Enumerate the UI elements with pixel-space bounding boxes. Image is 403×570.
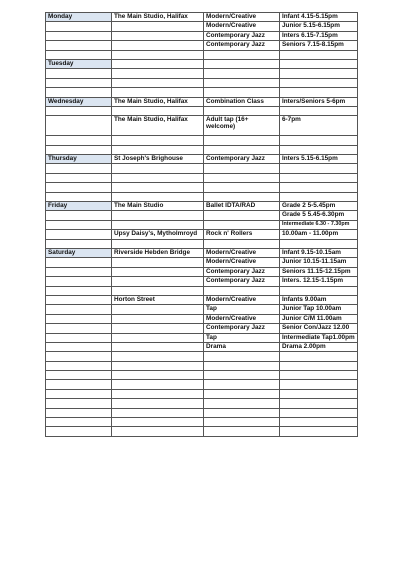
class-cell: Tap bbox=[204, 333, 280, 342]
table-row bbox=[46, 286, 358, 295]
time-cell: Junior Tap 10.00am bbox=[280, 305, 358, 314]
day-cell: Monday bbox=[46, 13, 112, 22]
venue-cell bbox=[112, 78, 204, 87]
time-cell bbox=[280, 286, 358, 295]
day-cell bbox=[46, 22, 112, 31]
table-row bbox=[46, 258, 358, 267]
day-cell bbox=[46, 31, 112, 40]
class-cell bbox=[204, 361, 280, 370]
time-cell: Junior C/M 11.00am bbox=[280, 314, 358, 323]
time-cell: Grade 5 5.45-6.30pm bbox=[280, 211, 358, 220]
class-cell bbox=[204, 352, 280, 361]
class-cell: Contemporary Jazz bbox=[204, 31, 280, 40]
time-cell bbox=[280, 427, 358, 436]
venue-cell bbox=[112, 164, 204, 173]
day-cell bbox=[46, 342, 112, 351]
time-cell: Drama 2.00pm bbox=[280, 342, 358, 351]
venue-cell bbox=[112, 220, 204, 229]
time-cell bbox=[280, 380, 358, 389]
day-cell bbox=[46, 295, 112, 304]
table-row bbox=[46, 106, 358, 115]
table-row bbox=[46, 371, 358, 380]
day-cell bbox=[46, 192, 112, 201]
class-cell bbox=[204, 88, 280, 97]
table-row bbox=[46, 116, 358, 136]
venue-cell bbox=[112, 31, 204, 40]
time-cell bbox=[280, 106, 358, 115]
time-cell bbox=[280, 361, 358, 370]
time-cell bbox=[280, 408, 358, 417]
venue-cell bbox=[112, 286, 204, 295]
venue-cell bbox=[112, 333, 204, 342]
class-cell bbox=[204, 164, 280, 173]
class-cell: Modern/Creative bbox=[204, 295, 280, 304]
table-row bbox=[46, 239, 358, 248]
venue-cell bbox=[112, 22, 204, 31]
day-cell bbox=[46, 277, 112, 286]
table-row bbox=[46, 164, 358, 173]
venue-cell bbox=[112, 136, 204, 145]
day-cell bbox=[46, 136, 112, 145]
table-row bbox=[46, 333, 358, 342]
venue-cell bbox=[112, 267, 204, 276]
venue-cell: The Main Studio bbox=[112, 202, 204, 211]
table-row bbox=[46, 295, 358, 304]
venue-cell bbox=[112, 59, 204, 68]
table-row bbox=[46, 59, 358, 68]
class-cell: Modern/Creative bbox=[204, 258, 280, 267]
time-cell bbox=[280, 418, 358, 427]
class-cell bbox=[204, 136, 280, 145]
time-cell bbox=[280, 192, 358, 201]
class-cell bbox=[204, 78, 280, 87]
time-cell: 6-7pm bbox=[280, 116, 358, 136]
timetable-body bbox=[46, 13, 358, 437]
venue-cell bbox=[112, 106, 204, 115]
class-cell bbox=[204, 192, 280, 201]
class-cell bbox=[204, 286, 280, 295]
day-cell bbox=[46, 116, 112, 136]
venue-cell bbox=[112, 88, 204, 97]
day-cell bbox=[46, 88, 112, 97]
venue-cell bbox=[112, 50, 204, 59]
venue-cell bbox=[112, 352, 204, 361]
table-row bbox=[46, 97, 358, 106]
table-row bbox=[46, 192, 358, 201]
class-cell: Contemporary Jazz bbox=[204, 41, 280, 50]
day-cell bbox=[46, 230, 112, 239]
day-cell bbox=[46, 173, 112, 182]
day-cell bbox=[46, 314, 112, 323]
time-cell: Junior 10.15-11.15am bbox=[280, 258, 358, 267]
table-row bbox=[46, 220, 358, 229]
table-row bbox=[46, 361, 358, 370]
day-cell bbox=[46, 183, 112, 192]
venue-cell bbox=[112, 183, 204, 192]
day-cell bbox=[46, 380, 112, 389]
venue-cell bbox=[112, 380, 204, 389]
class-cell bbox=[204, 389, 280, 398]
class-cell: Modern/Creative bbox=[204, 248, 280, 257]
class-cell: Contemporary Jazz bbox=[204, 324, 280, 333]
day-cell bbox=[46, 361, 112, 370]
day-cell bbox=[46, 418, 112, 427]
class-cell: Adult tap (16+ welcome) bbox=[204, 116, 280, 136]
class-cell: Contemporary Jazz bbox=[204, 155, 280, 164]
time-cell bbox=[280, 88, 358, 97]
time-cell: Inters/Seniors 5-6pm bbox=[280, 97, 358, 106]
venue-cell bbox=[112, 399, 204, 408]
class-cell: Drama bbox=[204, 342, 280, 351]
time-cell: Infant 4.15-5.15pm bbox=[280, 13, 358, 22]
table-row bbox=[46, 31, 358, 40]
venue-cell bbox=[112, 314, 204, 323]
time-cell: Senior Con/Jazz 12.00 bbox=[280, 324, 358, 333]
table-row bbox=[46, 155, 358, 164]
venue-cell: The Main Studio, Halifax bbox=[112, 13, 204, 22]
table-row bbox=[46, 69, 358, 78]
day-cell bbox=[46, 78, 112, 87]
class-cell bbox=[204, 371, 280, 380]
table-row bbox=[46, 41, 358, 50]
class-cell bbox=[204, 399, 280, 408]
venue-cell: Riverside Hebden Bridge bbox=[112, 248, 204, 257]
table-row bbox=[46, 418, 358, 427]
venue-cell bbox=[112, 371, 204, 380]
time-cell: Intermediate 6.30 - 7.30pm bbox=[280, 220, 358, 229]
venue-cell bbox=[112, 418, 204, 427]
day-cell: Tuesday bbox=[46, 59, 112, 68]
time-cell bbox=[280, 183, 358, 192]
table-row bbox=[46, 324, 358, 333]
table-row bbox=[46, 408, 358, 417]
day-cell bbox=[46, 324, 112, 333]
class-cell bbox=[204, 427, 280, 436]
class-cell bbox=[204, 173, 280, 182]
class-cell: Contemporary Jazz bbox=[204, 277, 280, 286]
day-cell bbox=[46, 408, 112, 417]
time-cell: Seniors 7.15-8.15pm bbox=[280, 41, 358, 50]
table-row bbox=[46, 267, 358, 276]
venue-cell bbox=[112, 258, 204, 267]
time-cell bbox=[280, 78, 358, 87]
table-row bbox=[46, 399, 358, 408]
time-cell bbox=[280, 59, 358, 68]
time-cell bbox=[280, 399, 358, 408]
venue-cell bbox=[112, 277, 204, 286]
class-cell bbox=[204, 380, 280, 389]
class-cell bbox=[204, 183, 280, 192]
day-cell bbox=[46, 258, 112, 267]
class-cell: Modern/Creative bbox=[204, 13, 280, 22]
day-cell bbox=[46, 286, 112, 295]
time-cell: Junior 5.15-6.15pm bbox=[280, 22, 358, 31]
class-cell: Modern/Creative bbox=[204, 22, 280, 31]
day-cell bbox=[46, 50, 112, 59]
venue-cell bbox=[112, 239, 204, 248]
day-cell bbox=[46, 211, 112, 220]
venue-cell: Upsy Daisy's, Mytholmroyd bbox=[112, 230, 204, 239]
table-row bbox=[46, 136, 358, 145]
time-cell: Grade 2 5-5.45pm bbox=[280, 202, 358, 211]
class-cell: Contemporary Jazz bbox=[204, 267, 280, 276]
table-row bbox=[46, 314, 358, 323]
day-cell: Wednesday bbox=[46, 97, 112, 106]
table-row bbox=[46, 22, 358, 31]
time-cell bbox=[280, 50, 358, 59]
time-cell bbox=[280, 173, 358, 182]
time-cell: Infants 9.00am bbox=[280, 295, 358, 304]
day-cell bbox=[46, 220, 112, 229]
venue-cell bbox=[112, 389, 204, 398]
time-cell bbox=[280, 145, 358, 154]
table-row bbox=[46, 183, 358, 192]
venue-cell: The Main Studio, Halifax bbox=[112, 116, 204, 136]
time-cell: Infant 9.15-10.15am bbox=[280, 248, 358, 257]
table-row bbox=[46, 305, 358, 314]
time-cell bbox=[280, 371, 358, 380]
venue-cell: Horton Street bbox=[112, 295, 204, 304]
day-cell bbox=[46, 399, 112, 408]
table-row bbox=[46, 202, 358, 211]
table-row bbox=[46, 145, 358, 154]
time-cell: Intermediate Tap1.00pm bbox=[280, 333, 358, 342]
class-cell bbox=[204, 211, 280, 220]
class-cell: Ballet IDTA/RAD bbox=[204, 202, 280, 211]
time-cell: 10.00am - 11.00pm bbox=[280, 230, 358, 239]
day-cell bbox=[46, 267, 112, 276]
venue-cell bbox=[112, 427, 204, 436]
table-row bbox=[46, 13, 358, 22]
class-cell: Tap bbox=[204, 305, 280, 314]
table-row bbox=[46, 88, 358, 97]
class-cell bbox=[204, 145, 280, 154]
day-cell bbox=[46, 145, 112, 154]
class-cell bbox=[204, 239, 280, 248]
day-cell bbox=[46, 427, 112, 436]
class-cell: Combination Class bbox=[204, 97, 280, 106]
day-cell bbox=[46, 371, 112, 380]
class-cell bbox=[204, 220, 280, 229]
venue-cell bbox=[112, 145, 204, 154]
venue-cell bbox=[112, 173, 204, 182]
table-row bbox=[46, 50, 358, 59]
venue-cell: The Main Studio, Halifax bbox=[112, 97, 204, 106]
time-cell: Inters 6.15-7.15pm bbox=[280, 31, 358, 40]
table-row bbox=[46, 342, 358, 351]
class-cell: Modern/Creative bbox=[204, 314, 280, 323]
time-cell bbox=[280, 164, 358, 173]
day-cell bbox=[46, 164, 112, 173]
day-cell: Saturday bbox=[46, 248, 112, 257]
time-cell bbox=[280, 239, 358, 248]
table-row bbox=[46, 277, 358, 286]
day-cell bbox=[46, 352, 112, 361]
table-row bbox=[46, 78, 358, 87]
venue-cell bbox=[112, 69, 204, 78]
venue-cell: St Joseph's Brighouse bbox=[112, 155, 204, 164]
table-row bbox=[46, 380, 358, 389]
table-row bbox=[46, 230, 358, 239]
class-cell bbox=[204, 50, 280, 59]
time-cell: Inters 5.15-6.15pm bbox=[280, 155, 358, 164]
time-cell bbox=[280, 389, 358, 398]
venue-cell bbox=[112, 41, 204, 50]
class-cell: Rock n' Rollers bbox=[204, 230, 280, 239]
day-cell bbox=[46, 106, 112, 115]
time-cell: Seniors 11.15-12.15pm bbox=[280, 267, 358, 276]
day-cell bbox=[46, 333, 112, 342]
table-row bbox=[46, 211, 358, 220]
table-row bbox=[46, 248, 358, 257]
table-row bbox=[46, 427, 358, 436]
timetable bbox=[45, 12, 358, 437]
day-cell: Friday bbox=[46, 202, 112, 211]
class-cell bbox=[204, 418, 280, 427]
day-cell bbox=[46, 239, 112, 248]
venue-cell bbox=[112, 305, 204, 314]
venue-cell bbox=[112, 361, 204, 370]
class-cell bbox=[204, 106, 280, 115]
time-cell bbox=[280, 352, 358, 361]
venue-cell bbox=[112, 211, 204, 220]
venue-cell bbox=[112, 408, 204, 417]
day-cell bbox=[46, 305, 112, 314]
class-cell bbox=[204, 408, 280, 417]
time-cell bbox=[280, 136, 358, 145]
class-cell bbox=[204, 69, 280, 78]
day-cell bbox=[46, 389, 112, 398]
table-row bbox=[46, 352, 358, 361]
table-row bbox=[46, 173, 358, 182]
table-row bbox=[46, 389, 358, 398]
day-cell bbox=[46, 41, 112, 50]
day-cell bbox=[46, 69, 112, 78]
class-cell bbox=[204, 59, 280, 68]
venue-cell bbox=[112, 192, 204, 201]
time-cell: Inters. 12.15-1.15pm bbox=[280, 277, 358, 286]
time-cell bbox=[280, 69, 358, 78]
venue-cell bbox=[112, 324, 204, 333]
venue-cell bbox=[112, 342, 204, 351]
day-cell: Thursday bbox=[46, 155, 112, 164]
